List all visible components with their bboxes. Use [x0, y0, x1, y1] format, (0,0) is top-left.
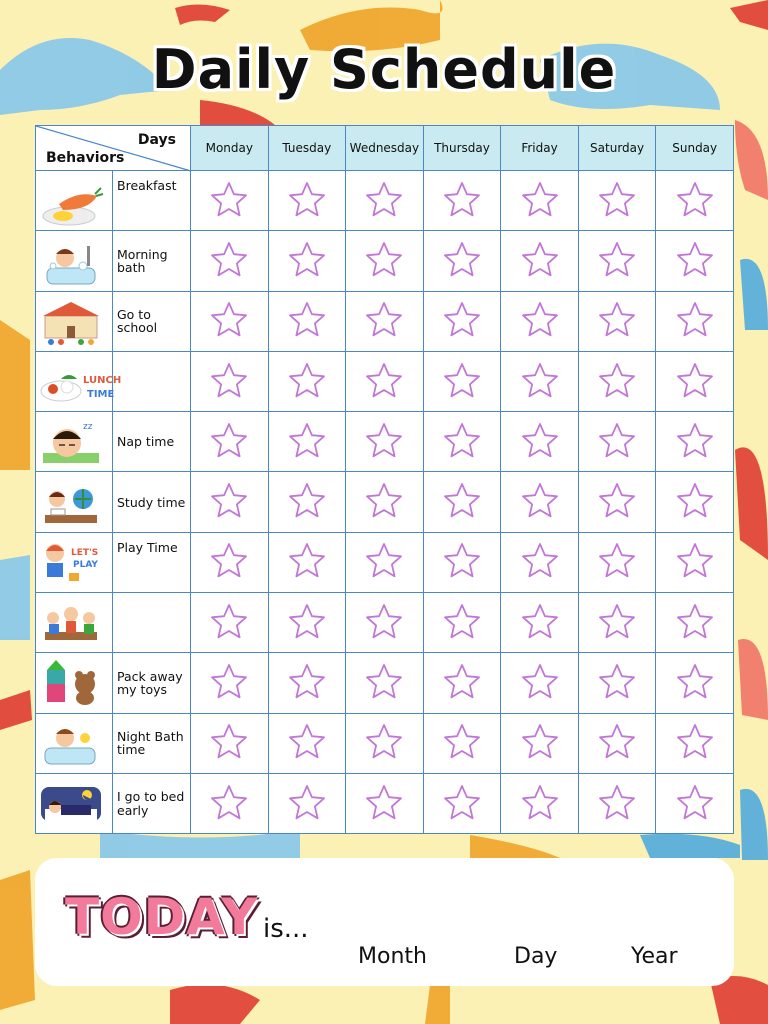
star-cell-monday[interactable]	[191, 351, 269, 411]
star-icon[interactable]	[209, 541, 249, 579]
star-icon[interactable]	[597, 602, 637, 640]
table-row	[36, 773, 734, 833]
star-cell-monday[interactable]	[191, 532, 269, 592]
star-icon[interactable]	[364, 662, 404, 700]
star-icon[interactable]	[287, 240, 327, 278]
table-row	[36, 171, 734, 231]
behavior-label	[113, 412, 191, 472]
star-icon[interactable]	[364, 722, 404, 760]
star-cell-saturday[interactable]	[578, 231, 656, 291]
star-icon[interactable]	[287, 481, 327, 519]
star-icon[interactable]	[287, 300, 327, 338]
star-cell-friday[interactable]	[501, 532, 579, 592]
dinosaur-icon	[735, 120, 768, 200]
star-icon[interactable]	[364, 180, 404, 218]
star-cell-tuesday[interactable]	[268, 713, 346, 773]
star-icon[interactable]	[287, 783, 327, 821]
star-icon[interactable]	[597, 240, 637, 278]
star-icon[interactable]	[364, 481, 404, 519]
star-cell-sunday[interactable]	[656, 351, 734, 411]
dinosaur-icon	[738, 639, 768, 720]
today-heading: TODAY	[65, 888, 259, 946]
behavior-label-text: Pack away my toys	[117, 668, 183, 698]
star-cell-sunday[interactable]	[656, 231, 734, 291]
star-icon[interactable]	[597, 300, 637, 338]
star-cell-tuesday[interactable]	[268, 472, 346, 532]
behavior-label	[113, 653, 191, 713]
star-cell-saturday[interactable]	[578, 472, 656, 532]
star-cell-sunday[interactable]	[656, 412, 734, 472]
star-icon[interactable]	[597, 722, 637, 760]
star-cell-thursday[interactable]	[423, 773, 501, 833]
star-cell-sunday[interactable]	[656, 532, 734, 592]
star-icon[interactable]	[442, 240, 482, 278]
star-cell-tuesday[interactable]	[268, 593, 346, 653]
star-icon[interactable]	[209, 662, 249, 700]
star-icon[interactable]	[520, 481, 560, 519]
star-cell-friday[interactable]	[501, 713, 579, 773]
star-cell-saturday[interactable]	[578, 713, 656, 773]
star-icon[interactable]	[597, 541, 637, 579]
star-cell-monday[interactable]	[191, 412, 269, 472]
month-label[interactable]: Month	[358, 944, 427, 969]
star-cell-monday[interactable]	[191, 291, 269, 351]
header-row	[36, 126, 734, 171]
star-cell-saturday[interactable]	[578, 653, 656, 713]
star-cell-tuesday[interactable]	[268, 231, 346, 291]
star-cell-tuesday[interactable]	[268, 532, 346, 592]
star-cell-friday[interactable]	[501, 171, 579, 231]
star-cell-sunday[interactable]	[656, 291, 734, 351]
star-icon[interactable]	[364, 421, 404, 459]
star-icon[interactable]	[287, 662, 327, 700]
star-cell-thursday[interactable]	[423, 231, 501, 291]
star-icon[interactable]	[520, 421, 560, 459]
star-icon[interactable]	[364, 541, 404, 579]
star-cell-friday[interactable]	[501, 351, 579, 411]
table-row	[36, 412, 734, 472]
star-cell-saturday[interactable]	[578, 593, 656, 653]
star-icon[interactable]	[364, 783, 404, 821]
star-icon[interactable]	[442, 541, 482, 579]
star-icon[interactable]	[675, 421, 715, 459]
dinosaur-icon	[730, 0, 768, 30]
star-cell-wednesday[interactable]	[346, 653, 424, 713]
star-icon[interactable]	[597, 662, 637, 700]
star-icon[interactable]	[442, 180, 482, 218]
table-row	[36, 231, 734, 291]
star-icon[interactable]	[520, 300, 560, 338]
star-cell-thursday[interactable]	[423, 291, 501, 351]
star-icon[interactable]	[442, 662, 482, 700]
star-icon[interactable]	[597, 361, 637, 399]
star-cell-sunday[interactable]	[656, 472, 734, 532]
star-cell-thursday[interactable]	[423, 653, 501, 713]
star-icon[interactable]	[364, 300, 404, 338]
star-cell-sunday[interactable]	[656, 713, 734, 773]
schedule-table	[35, 125, 734, 834]
star-cell-friday[interactable]	[501, 653, 579, 713]
star-cell-saturday[interactable]	[578, 773, 656, 833]
table-row	[36, 713, 734, 773]
behavior-label	[113, 472, 191, 532]
school-icon	[39, 296, 109, 346]
star-cell-tuesday[interactable]	[268, 351, 346, 411]
star-cell-saturday[interactable]	[578, 351, 656, 411]
nap-icon	[39, 417, 109, 467]
star-cell-thursday[interactable]	[423, 472, 501, 532]
behavior-label-text: Morning bath	[117, 246, 168, 275]
day-header-saturday: Saturday	[578, 126, 656, 171]
star-icon[interactable]	[442, 361, 482, 399]
star-icon[interactable]	[287, 361, 327, 399]
star-icon[interactable]	[442, 300, 482, 338]
star-cell-wednesday[interactable]	[346, 291, 424, 351]
play-icon	[39, 537, 109, 587]
star-cell-saturday[interactable]	[578, 171, 656, 231]
star-cell-monday[interactable]	[191, 231, 269, 291]
star-icon[interactable]	[597, 481, 637, 519]
star-icon[interactable]	[287, 722, 327, 760]
star-icon[interactable]	[520, 662, 560, 700]
today-is-label: is...	[263, 914, 309, 944]
star-cell-tuesday[interactable]	[268, 291, 346, 351]
behavior-icon-cell	[36, 532, 113, 592]
star-cell-thursday[interactable]	[423, 532, 501, 592]
day-header-sunday: Sunday	[656, 126, 734, 171]
star-cell-friday[interactable]	[501, 412, 579, 472]
behaviors-label: Behaviors	[46, 150, 125, 166]
star-icon[interactable]	[520, 240, 560, 278]
star-cell-saturday[interactable]	[578, 412, 656, 472]
family-dinner-icon	[39, 598, 109, 648]
star-cell-tuesday[interactable]	[268, 171, 346, 231]
star-cell-monday[interactable]	[191, 653, 269, 713]
dinosaur-icon	[0, 690, 32, 730]
day-header-tuesday: Tuesday	[268, 126, 346, 171]
star-icon[interactable]	[209, 361, 249, 399]
study-icon	[39, 477, 109, 527]
star-cell-monday[interactable]	[191, 171, 269, 231]
star-icon[interactable]	[675, 662, 715, 700]
star-cell-sunday[interactable]	[656, 593, 734, 653]
corner-header	[36, 126, 191, 171]
table-row	[36, 351, 734, 411]
star-icon[interactable]	[675, 783, 715, 821]
behavior-label	[113, 291, 191, 351]
behavior-label	[113, 593, 191, 653]
toys-icon	[39, 658, 109, 708]
star-cell-wednesday[interactable]	[346, 593, 424, 653]
behavior-icon-cell	[36, 291, 113, 351]
star-icon[interactable]	[675, 541, 715, 579]
star-cell-monday[interactable]	[191, 713, 269, 773]
behavior-icon-cell	[36, 231, 113, 291]
behavior-icon-cell	[36, 593, 113, 653]
star-cell-thursday[interactable]	[423, 713, 501, 773]
star-icon[interactable]	[287, 602, 327, 640]
behavior-label-text: Go to school	[117, 307, 158, 336]
star-cell-sunday[interactable]	[656, 653, 734, 713]
star-icon[interactable]	[597, 180, 637, 218]
star-icon[interactable]	[442, 783, 482, 821]
behavior-icon-cell	[36, 773, 113, 833]
star-icon[interactable]	[209, 300, 249, 338]
svg-text:LET'S: LET'S	[71, 548, 99, 559]
day-header-wednesday: Wednesday	[346, 126, 424, 171]
star-icon[interactable]	[209, 722, 249, 760]
star-icon[interactable]	[287, 421, 327, 459]
day-header-monday: Monday	[191, 126, 269, 171]
star-cell-monday[interactable]	[191, 472, 269, 532]
star-cell-wednesday[interactable]	[346, 472, 424, 532]
star-cell-wednesday[interactable]	[346, 171, 424, 231]
star-cell-friday[interactable]	[501, 231, 579, 291]
star-icon[interactable]	[520, 722, 560, 760]
behavior-icon-cell	[36, 653, 113, 713]
day-header-friday: Friday	[501, 126, 579, 171]
star-icon[interactable]	[675, 240, 715, 278]
star-cell-wednesday[interactable]	[346, 231, 424, 291]
dinosaur-icon	[735, 447, 768, 560]
star-icon[interactable]	[675, 361, 715, 399]
star-cell-thursday[interactable]	[423, 593, 501, 653]
bed-icon	[39, 779, 109, 829]
star-icon[interactable]	[675, 300, 715, 338]
star-icon[interactable]	[209, 240, 249, 278]
star-icon[interactable]	[209, 180, 249, 218]
dinosaur-icon	[0, 870, 35, 1010]
behavior-label-text: Night Bath time	[117, 729, 184, 758]
svg-text:zz: zz	[83, 421, 93, 432]
day-label[interactable]: Day	[514, 944, 558, 969]
page-title: Daily Schedule	[151, 38, 617, 101]
star-cell-friday[interactable]	[501, 773, 579, 833]
behavior-label	[113, 351, 191, 411]
star-cell-friday[interactable]	[501, 472, 579, 532]
dinosaur-icon	[200, 100, 275, 125]
star-cell-saturday[interactable]	[578, 532, 656, 592]
behavior-icon-cell	[36, 351, 122, 411]
year-label[interactable]: Year	[631, 944, 678, 969]
behavior-icon-cell	[36, 713, 113, 773]
table-row	[36, 291, 734, 351]
star-icon[interactable]	[442, 481, 482, 519]
star-icon[interactable]	[209, 783, 249, 821]
star-icon[interactable]	[287, 180, 327, 218]
dinosaur-icon	[0, 320, 30, 470]
star-icon[interactable]	[675, 722, 715, 760]
star-cell-thursday[interactable]	[423, 412, 501, 472]
behavior-label-text: Breakfast	[117, 178, 177, 193]
behavior-label-text: Play Time	[117, 539, 178, 555]
table-row	[36, 472, 734, 532]
behavior-icon-cell	[36, 412, 113, 472]
day-header-thursday: Thursday	[423, 126, 501, 171]
behavior-icon-cell	[36, 472, 113, 532]
star-icon[interactable]	[675, 602, 715, 640]
svg-text:TIME: TIME	[87, 388, 115, 400]
table-row	[36, 653, 734, 713]
behavior-label	[113, 231, 191, 291]
dinosaur-icon	[640, 834, 740, 858]
star-icon[interactable]	[442, 722, 482, 760]
table-row	[36, 593, 734, 653]
svg-text:PLAY: PLAY	[73, 560, 98, 571]
breakfast-icon	[39, 176, 109, 226]
star-icon[interactable]	[209, 421, 249, 459]
dinosaur-icon	[470, 835, 560, 858]
star-cell-tuesday[interactable]	[268, 653, 346, 713]
star-cell-thursday[interactable]	[423, 171, 501, 231]
star-icon[interactable]	[364, 361, 404, 399]
days-label: Days	[137, 132, 176, 148]
behavior-label-text: I go to bed early	[117, 789, 185, 818]
star-cell-wednesday[interactable]	[346, 773, 424, 833]
dinosaur-icon	[425, 985, 450, 1024]
behavior-label-text: Study time	[117, 494, 186, 510]
lunch-icon	[39, 357, 122, 407]
star-cell-monday[interactable]	[191, 593, 269, 653]
star-icon[interactable]	[520, 541, 560, 579]
star-cell-tuesday[interactable]	[268, 773, 346, 833]
behavior-label	[113, 713, 191, 773]
star-cell-sunday[interactable]	[656, 171, 734, 231]
star-icon[interactable]	[442, 602, 482, 640]
dinosaur-icon	[740, 259, 768, 330]
star-cell-friday[interactable]	[501, 291, 579, 351]
star-cell-tuesday[interactable]	[268, 412, 346, 472]
star-cell-wednesday[interactable]	[346, 351, 424, 411]
dinosaur-icon	[170, 984, 260, 1024]
behavior-label	[113, 773, 191, 833]
night-bath-icon	[39, 718, 109, 768]
star-icon[interactable]	[520, 180, 560, 218]
dinosaur-icon	[0, 555, 30, 640]
star-icon[interactable]	[209, 481, 249, 519]
dinosaur-icon	[175, 4, 230, 25]
behavior-icon-cell	[36, 171, 113, 231]
dinosaur-icon	[740, 789, 768, 860]
table-row	[36, 532, 734, 592]
star-icon[interactable]	[364, 240, 404, 278]
svg-text:LUNCH: LUNCH	[83, 374, 122, 386]
star-cell-saturday[interactable]	[578, 291, 656, 351]
star-icon[interactable]	[675, 481, 715, 519]
star-icon[interactable]	[364, 602, 404, 640]
star-icon[interactable]	[520, 783, 560, 821]
today-panel	[35, 858, 734, 986]
star-cell-wednesday[interactable]	[346, 532, 424, 592]
behavior-label	[113, 532, 191, 592]
star-icon[interactable]	[287, 541, 327, 579]
star-icon[interactable]	[520, 602, 560, 640]
star-cell-monday[interactable]	[191, 773, 269, 833]
star-icon[interactable]	[209, 602, 249, 640]
star-icon[interactable]	[597, 421, 637, 459]
star-cell-wednesday[interactable]	[346, 412, 424, 472]
star-cell-thursday[interactable]	[423, 351, 501, 411]
behavior-label-text: Nap time	[117, 434, 175, 450]
bath-icon	[39, 236, 109, 286]
star-cell-friday[interactable]	[501, 593, 579, 653]
star-icon[interactable]	[442, 421, 482, 459]
behavior-label	[113, 171, 191, 231]
star-icon[interactable]	[520, 361, 560, 399]
star-icon[interactable]	[597, 783, 637, 821]
star-cell-sunday[interactable]	[656, 773, 734, 833]
star-cell-wednesday[interactable]	[346, 713, 424, 773]
star-icon[interactable]	[675, 180, 715, 218]
